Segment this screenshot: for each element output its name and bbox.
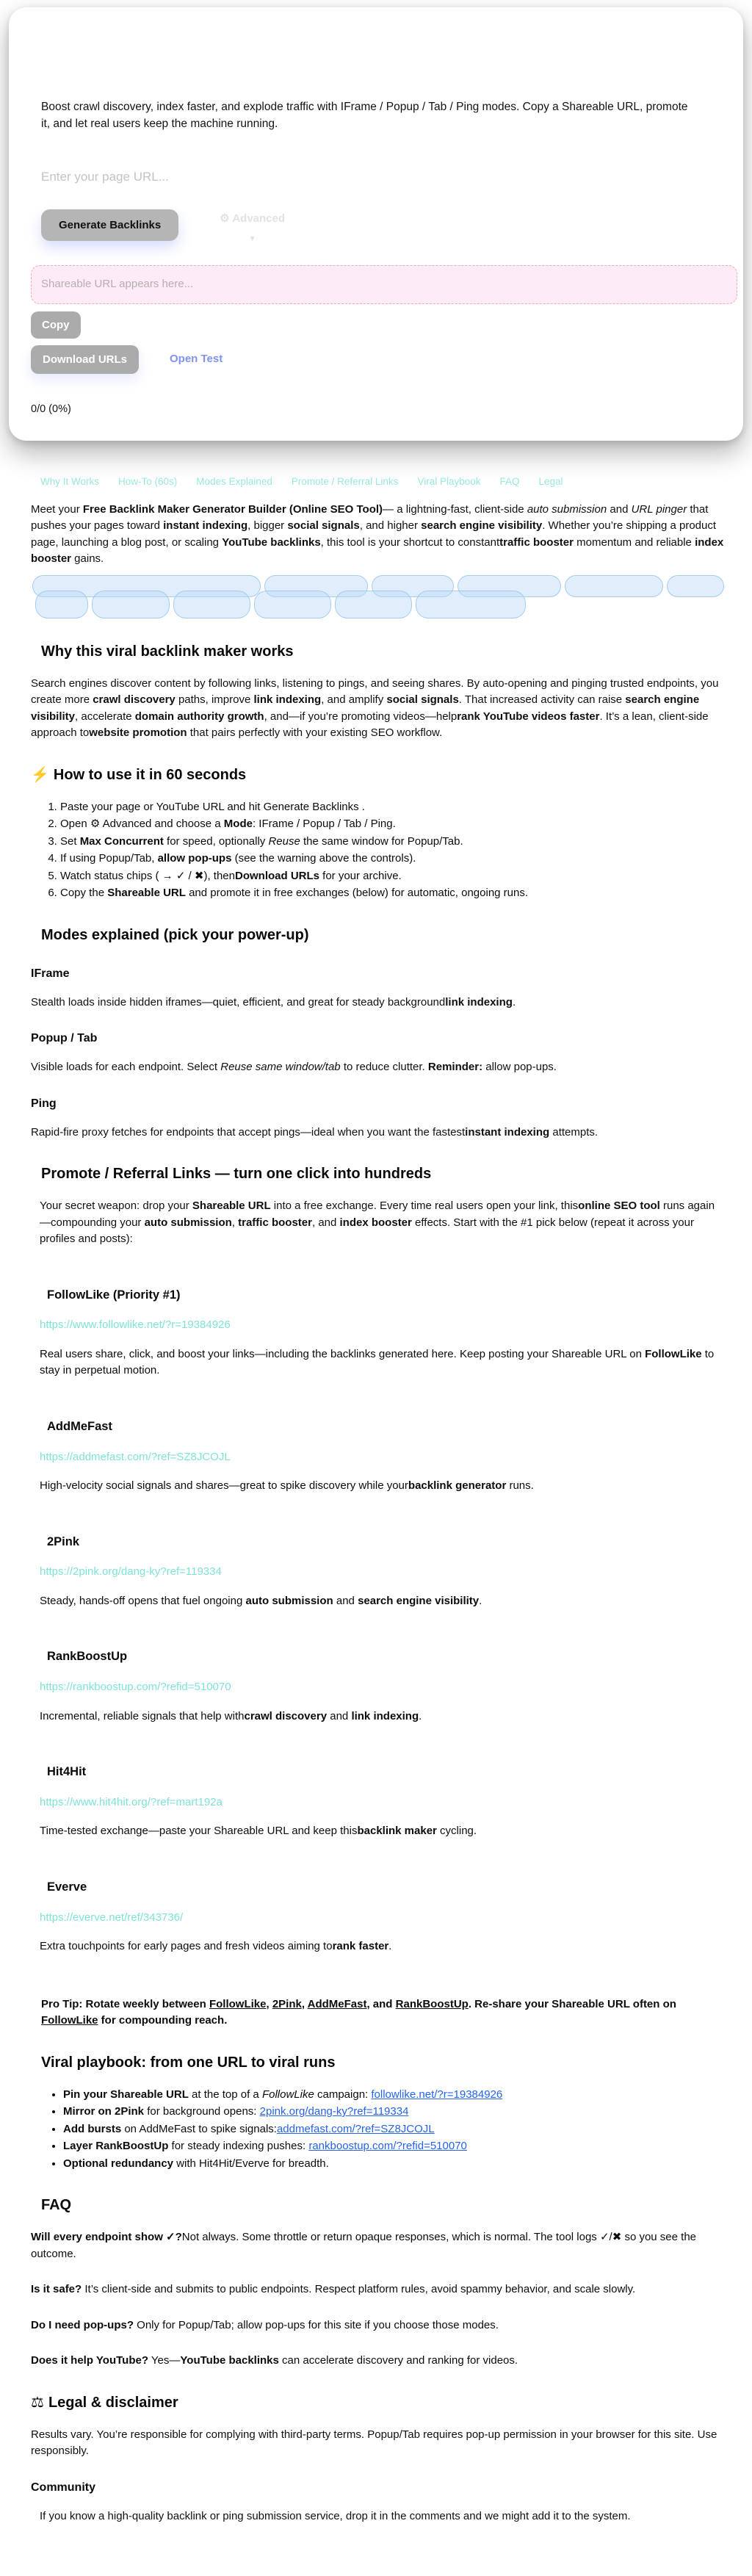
page-url-input[interactable]	[34, 162, 563, 192]
referral-description: Incremental, reliable signals that help withcrawl discovery and link indexing.	[40, 1709, 723, 1725]
howto-step: 6. Copy the Shareable URL and promote it in free exchanges (below) for automatic, ongoing runs.	[60, 885, 724, 902]
copy-button[interactable]: Copy	[31, 311, 81, 339]
main-content	[0, 490, 752, 2576]
mode-block	[31, 965, 724, 1011]
howto-step: 4. If using Popup/Tab, allow pop-ups (see the warning above the controls).	[60, 851, 724, 867]
keyword-chip	[254, 591, 331, 618]
keyword-chip	[667, 575, 724, 597]
howto-heading: ⚡ How to use it in 60 seconds	[31, 764, 724, 786]
playbook-bullet: • Mirror on 2Pink for background opens: 2pink.org/dang-ky?ref=119334	[63, 2104, 724, 2121]
faq-heading: FAQ	[31, 2194, 724, 2216]
promote-intro: Your secret weapon: drop your Shareable URL into a free exchange. Every time real users open your link, thisonline SEO tool runs again—compounding your auto submission, traffic booster, and index booster effects. Start with the #1 pick below (repeat it across your profiles and posts):	[40, 1198, 715, 1248]
scales-icon: ⚖	[31, 2395, 44, 2411]
referral-cards	[31, 1286, 724, 1955]
mode-title: Popup / Tab	[31, 1030, 724, 1047]
howto-step: 1. Paste your page or YouTube URL and hit Generate Backlinks .	[60, 799, 724, 816]
referral-link[interactable]: https://rankboostup.com/?refid=510070	[40, 1681, 231, 1693]
referral-description: Extra touchpoints for early pages and fresh videos aiming torank faster.	[40, 1938, 723, 1955]
why-paragraph: Search engines discover content by following links, listening to pings, and seeing shares. By auto-opening and pinging trusted endpoints, you create more crawl discovery paths, improve link indexing, and amplify social signals. That increased activity can raise search engine visibility, accelerate domain authority growth, and—if you’re promoting videos—helprank YouTube videos faster. It’s a lean, client-side approach towebsite promotion that pairs perfectly with your existing SEO workflow.	[31, 676, 728, 742]
shareable-url-output[interactable]: Shareable URL appears here...	[31, 265, 737, 304]
keyword-chip	[416, 591, 526, 618]
referral-description: Steady, hands-off opens that fuel ongoing auto submission and search engine visibility.	[40, 1593, 723, 1610]
referral-card	[40, 1648, 724, 1725]
nav-link[interactable]: How-To (60s)	[118, 475, 177, 489]
backlink-tool-card	[9, 7, 743, 441]
mode-title: Ping	[31, 1095, 724, 1113]
referral-card-title: Everve	[40, 1878, 724, 1897]
pro-tip: Pro Tip: Rotate weekly between FollowLike, 2Pink, AddMeFast, and RankBoostUp. Re-share your Shareable URL often on FollowLike for compounding reach.	[41, 1996, 731, 2030]
mode-title: IFrame	[31, 965, 724, 983]
faq-item: Does it help YouTube? Yes—YouTube backlinks can accelerate discovery and ranking for videos.	[31, 2353, 728, 2370]
hero-top-space	[31, 29, 721, 98]
lightning-icon: ⚡	[31, 767, 49, 783]
download-row	[31, 345, 721, 374]
mode-block	[31, 1095, 724, 1141]
nav-link[interactable]: Modes Explained	[196, 475, 272, 489]
intro-paragraph: Meet your Free Backlink Maker Generator Builder (Online SEO Tool)— a lightning-fast, client-side auto submission and URL pinger that pushes your pages toward instant indexing, bigger social signals, and higher search engine visibility. Whether you’re shipping a product page, launching a blog post, or scaling YouTube backlinks, this tool is your shortcut to constanttraffic booster momentum and reliable index booster gains.	[31, 502, 728, 568]
page	[0, 7, 752, 2576]
referral-description: Real users share, click, and boost your links—including the backlinks generated here. Keep posting your Shareable URL on FollowLike to stay in perpetual motion.	[40, 1346, 723, 1379]
mode-description: Stealth loads inside hidden iframes—quiet, efficient, and great for steady backgroundlink indexing.	[31, 995, 728, 1011]
mode-description: Visible loads for each endpoint. Select Reuse same window/tab to reduce clutter. Reminder: allow pop-ups.	[31, 1059, 728, 1076]
howto-step: 5. Watch status chips ( → ✓ / ✖), thenDownload URLs for your archive.	[60, 868, 724, 885]
community-text: If you know a high-quality backlink or ping submission service, drop it in the comments and we might add it to the system.	[40, 2508, 730, 2525]
progress-counter: 0/0 (0%)	[31, 402, 721, 418]
modes-heading: Modes explained (pick your power-up)	[31, 924, 724, 946]
referral-card-title: 2Pink	[40, 1533, 724, 1551]
playbook-bullet: • Layer RankBoostUp for steady indexing pushes: rankboostup.com/?refid=510070	[63, 2138, 724, 2155]
referral-link[interactable]: https://www.followlike.net/?r=19384926	[40, 1318, 231, 1331]
playbook-heading: Viral playbook: from one URL to viral runs	[31, 2052, 724, 2074]
howto-steps	[31, 799, 724, 902]
why-heading: Why this viral backlink maker works	[31, 641, 724, 663]
referral-card-title: Hit4Hit	[40, 1763, 724, 1781]
hero-controls	[41, 209, 721, 245]
section-nav	[40, 475, 752, 489]
community-heading: Community	[31, 2479, 724, 2497]
keyword-chip	[173, 591, 250, 618]
download-urls-button[interactable]: Download URLs	[31, 345, 139, 374]
nav-link[interactable]: Viral Playbook	[417, 475, 480, 489]
legal-heading: ⚖ Legal & disclaimer	[31, 2392, 724, 2414]
hero-tagline: Boost crawl discovery, index faster, and explode traffic with IFrame / Popup / Tab / Ping modes. Copy a Shareable URL, promote it, and let real users keep the machine running.	[41, 98, 696, 133]
advanced-toggle[interactable]	[220, 211, 285, 245]
promote-heading: Promote / Referral Links — turn one click into hundreds	[31, 1163, 724, 1185]
faq-item: Do I need pop-ups? Only for Popup/Tab; allow pop-ups for this site if you choose those modes.	[31, 2317, 728, 2334]
generate-backlinks-button[interactable]: Generate Backlinks	[41, 209, 178, 241]
page-end-space	[31, 2525, 724, 2576]
gear-icon: ⚙	[220, 212, 229, 225]
nav-link[interactable]: Promote / Referral Links	[292, 475, 399, 489]
nav-link[interactable]: Why It Works	[40, 475, 99, 489]
referral-card-title: FollowLike (Priority #1)	[40, 1286, 724, 1305]
chevron-down-icon: ▼	[249, 234, 256, 245]
keyword-chip	[35, 591, 88, 618]
playbook-bullet: • Pin your Shareable URL at the top of a FollowLike campaign: followlike.net/?r=19384926	[63, 2087, 724, 2104]
mode-description: Rapid-fire proxy fetches for endpoints that accept pings—ideal when you want the fastestinstant indexing attempts.	[31, 1125, 728, 1141]
playbook-bullet: • Optional redundancy with Hit4Hit/Everve for breadth.	[63, 2156, 724, 2173]
referral-link[interactable]: https://addmefast.com/?ref=SZ8JCOJL	[40, 1451, 231, 1463]
referral-card	[40, 1418, 724, 1495]
referral-card-title: AddMeFast	[40, 1418, 724, 1436]
nav-link[interactable]: FAQ	[500, 475, 520, 489]
referral-card	[40, 1763, 724, 1840]
howto-step: 3. Set Max Concurrent for speed, optionally Reuse the same window for Popup/Tab.	[60, 834, 724, 851]
keyword-chip	[92, 591, 170, 618]
playbook-bullets	[31, 2087, 724, 2173]
referral-description: High-velocity social signals and shares—great to spike discovery while yourbacklink generator runs.	[40, 1478, 723, 1495]
keyword-chip	[335, 591, 412, 618]
open-test-link[interactable]: Open Test	[170, 351, 223, 368]
referral-card	[40, 1533, 724, 1610]
mode-block	[31, 1030, 724, 1076]
referral-card-title: RankBoostUp	[40, 1648, 724, 1666]
advanced-label: ⚙ Advanced	[220, 211, 285, 228]
howto-step: 2. Open ⚙ Advanced and choose a Mode: IFrame / Popup / Tab / Ping.	[60, 816, 724, 833]
referral-card	[40, 1878, 724, 1955]
legal-text: Results vary. You’re responsible for complying with third-party terms. Popup/Tab requires pop-up permission in your browser for this site. Use responsibly.	[31, 2427, 728, 2460]
faq-item: Will every endpoint show ✓?Not always. Some throttle or return opaque responses, which is normal. The tool logs ✓/✖ so you see the outcome.	[31, 2229, 728, 2262]
referral-description: Time-tested exchange—paste your Shareable URL and keep thisbacklink maker cycling.	[40, 1823, 723, 1840]
playbook-bullet: • Add bursts on AddMeFast to spike signals:addmefast.com/?ref=SZ8JCOJL	[63, 2121, 724, 2138]
nav-link[interactable]: Legal	[539, 475, 563, 489]
keyword-chip	[565, 575, 663, 597]
referral-card	[40, 1286, 724, 1379]
modes-list	[31, 965, 724, 1141]
referral-link[interactable]: https://2pink.org/dang-ky?ref=119334	[40, 1565, 222, 1578]
referral-link[interactable]: https://everve.net/ref/343736/	[40, 1911, 183, 1924]
faq-list	[31, 2229, 724, 2370]
referral-link[interactable]: https://www.hit4hit.org/?ref=mart192a	[40, 1796, 223, 1808]
faq-item: Is it safe? It’s client-side and submits to public endpoints. Respect platform rules, avoid spammy behavior, and scale slowly.	[31, 2281, 728, 2298]
